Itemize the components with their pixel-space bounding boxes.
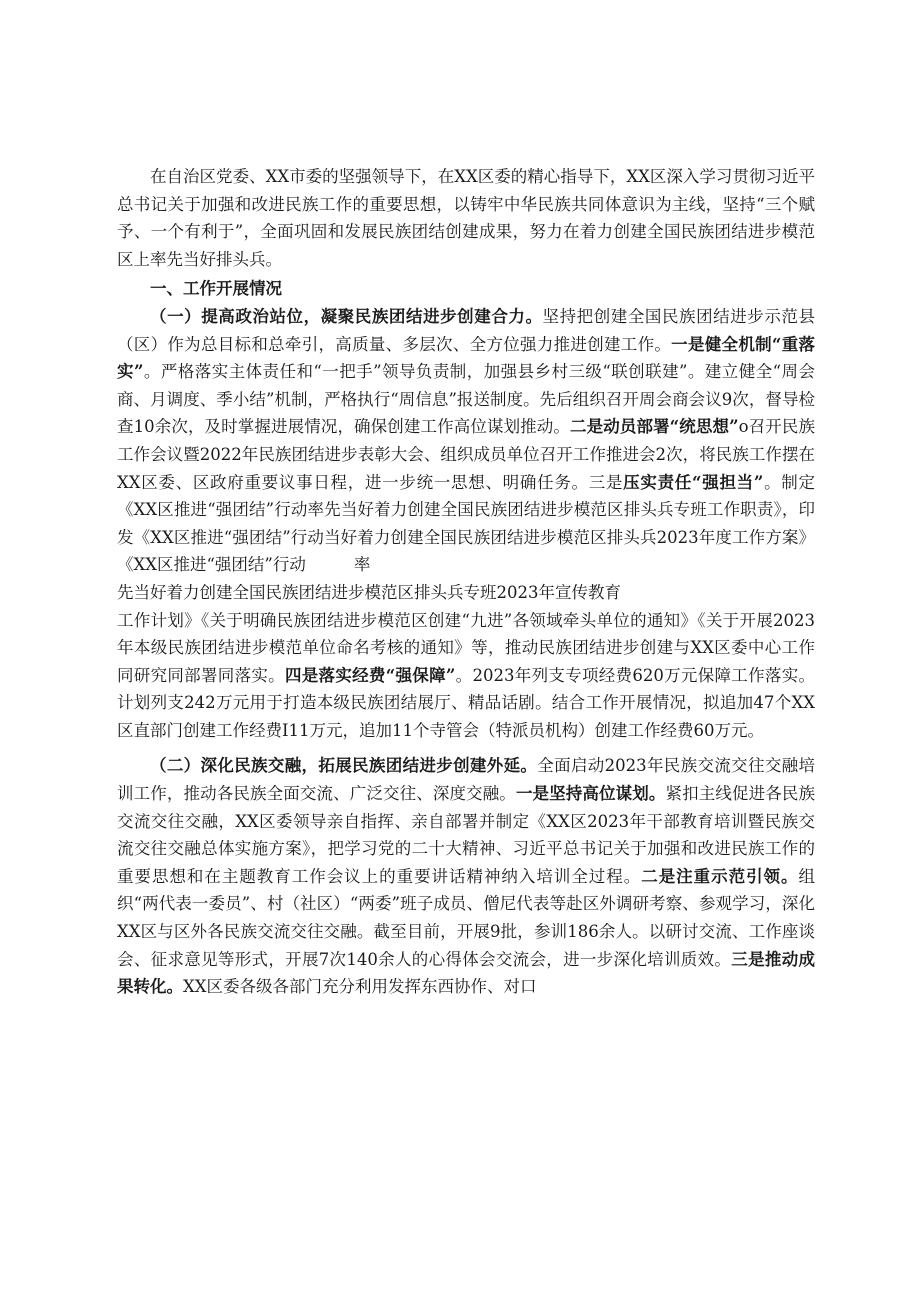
sub2-point1-label: 一是坚持高位谋划。 (515, 784, 666, 804)
subsection1-broken-line: 先当好着力创建全国民族团结进步模范区排头兵专班2023年宣传教育 (117, 582, 621, 602)
sub2-point3-label: 三是推动成果转化。 (117, 949, 815, 997)
subsection1-title: （一）提高政治站位，凝聚民族团结进步创建合力。 (150, 306, 543, 326)
point1-label: 一是健全机制“重落实” (117, 334, 816, 382)
subsection1-part-b: 工作计划》《关于明确民族团结进步模范区创建“九进”各领域牵头单位的通知》《关于开展2023年本级民族团结进步模范单位命名考核的通知》等，推动民族团结进步创建与XX区委中心工作同研究同部署同落实。四是落实经费“强保障”。2023年列支专项经费620万元保障工作落实。计划列支242万元用于打造本级民族团结展厅、精品话剧。结合工作开展情况，拟追加47个XX区直部门创建工作经费I11万元，追加11个寺管会（特派员机构）创建工作经费60万元。 (117, 610, 815, 740)
intro-paragraph (117, 163, 815, 273)
sub2-point2-label: 二是注重示范引领。 (641, 866, 799, 886)
point4-label: 四是落实经费“强保障” (284, 665, 456, 685)
subsection1-paragraph (117, 303, 815, 745)
subsection2-title: （二）深化民族交融，拓展民族团结进步创建外延。 (150, 756, 538, 776)
subsection2-paragraph: （二）深化民族交融，拓展民族团结进步创建外延。全面启动2023年民族交流交往交融培训工作，推动各民族全面交流、广泛交往、深度交融。一是坚持高位谋划。紧扣主线促进各民族交流交往交融，XX区委领导亲自指挥、亲自部署并制定《XX区2023年干部教育培训暨民族交流交往交融总体实施方案》，把学习党的二十大精神、习近平总书记关于加强和改进民族工作的重要思想和在主题教育工作会议上的重要讲话精神纳入培训全过程。二是注重示范引领。组织“两代表一委员”、村（社区）“两委”班子成员、僧尼代表等赴区外调研考察、参观学习，深化XX区与区外各民族交流交往交融。截至目前，开展9批，参训186余人。以研讨交流、工作座谈会、征求意见等形式，开展7次140余人的心得体会交流会，进一步深化培训质效。三是推动成果转化。XX区委各级各部门充分利用发挥东西协作、对口 (117, 756, 816, 997)
subsection1-part-a: （一）提高政治站位，凝聚民族团结进步创建合力。坚持把创建全国民族团结进步示范县（区）作为总目标和总牵引，高质量、多层次、全方位强力推进创建工作。一是健全机制“重落实”。严格落实主体责任和“一把手”领导负责制，加强县乡村三级“联创联建”。建立健全“周会商、月调度、季小结”机制，严格执行“周信息”报送制度。先后组织召开周会商会议9次，督导检查10余次，及时掌握进展情况，确保创建工作高位谋划推动。二是动员部署“统思想”o召开民族工作会议暨2022年民族团结进步表彰大会、组织成员单位召开工作推进会2次，将民族工作摆在XX区委、区政府重要议事日程，进一步统一思想、明确任务。三是压实责任“强担当”。制定《XX区推进“强团结”行动率先当好着力创建全国民族团结进步模范区排头兵专班工作职责》，印发《XX区推进“强团结”行动当好着力创建全国民族团结进步模范区排头兵2023年度工作方案》《XX区推进“强团结”行动 率 (117, 306, 816, 575)
document-body (117, 163, 815, 1001)
point3-label: 压实责任“强担当” (623, 472, 764, 492)
section1-heading: 一、工作开展情况 (150, 279, 282, 299)
intro-text: 在自治区党委、XX市委的坚强领导下，在XX区委的精心指导下，XX区深入学习贯彻习近平总书记关于加强和改进民族工作的重要思想，以铸牢中华民族共同体意识为主线，坚持“三个赋予、一个有利于”，全面巩固和发展民族团结创建成果，努力在着力创建全国民族团结进步模范区上率先当好排头兵。 (117, 167, 815, 269)
point2-label: 二是动员部署“统思想” (570, 417, 739, 437)
